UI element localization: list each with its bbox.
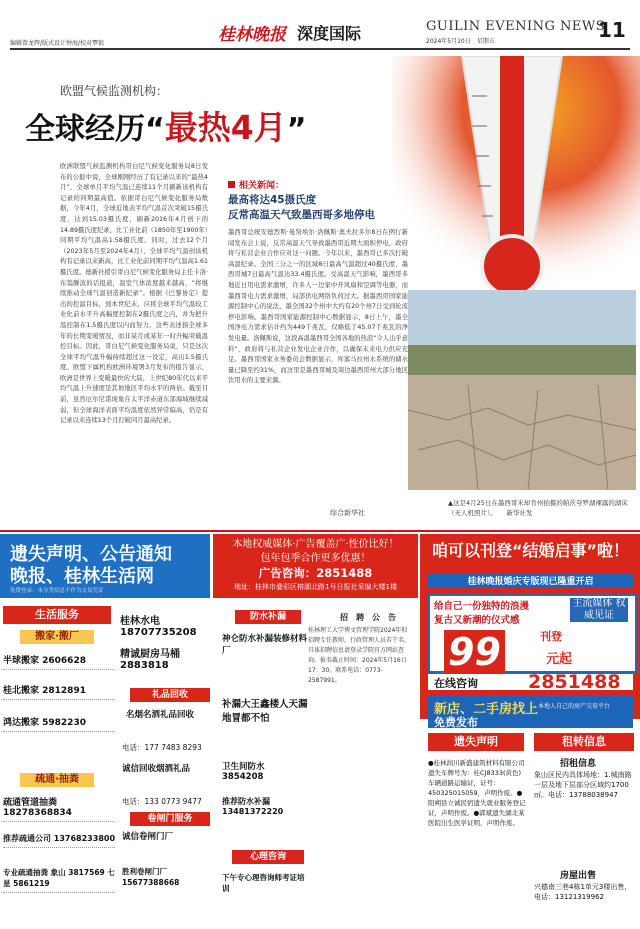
services-heading: 生活服务 [3,606,111,624]
dry-lakebed-photo [408,290,636,490]
rental-title: 招租信息 [560,759,597,769]
recruitment-title: 招 聘 公 告 [340,613,396,622]
wedding-hotline [428,671,633,693]
header-divider [10,48,630,50]
wedding-price: 99 [444,630,505,674]
wine-phone: 电话：133 0773 9477 [122,797,202,806]
wedding-badge: 主流媒体 权威见证 [570,598,628,622]
waterproof-heading: 防水补漏 [235,610,301,624]
waterproof-ad-1: 神仑防水补漏装修材料厂 [222,634,308,656]
rental-text: 象山区民内具体场地：1.城南路一层及地下层部分区域约1700㎡。电话：13788038947 [534,771,632,799]
hotline-label: 在线咨询 [434,677,478,690]
service-item: 专业疏通抽粪 象山 3817569 七星 5861219 [3,864,115,893]
related-title-line-1: 最高将达45摄氏度 [228,194,317,206]
article-column-1: 欧洲联盟气候监测机构哥白尼气候变化服务局8日发布的公报中说，全球刚刚经历了有记录以来的“最热4月”，全球单月平均气温已连续11个月刷新该机构有记录的同期最高值。依据哥白尼气候变化服务局数据，今年4月，全球近地表平均气温首次突破15摄氏度，达到15.03摄氏度，刷新2016年4月创下的14.89摄氏度纪录，比工业化前（1850年至1900年）同期平均气温高1.58摄氏度。同时，过去12个月（2023年5月至2024年4月），全球平均气温创该机构有记录以来新高，比工业化前同期平均气温高1.61摄氏度。德新社援引哥白尼气候变化服务局主任卡洛·布翁滕波的话报道，温室气体浓度越来越高，“将继续推动全球气温创造新纪录”。根据《巴黎协定》提出的控温目标，到本世纪末，应将全球平均气温较工业化前水平升高幅度控制在2摄氏度之内，并为把升温控制在1.5摄氏度以内而努力。这些表述指全球多年的长期变暖情况，而非某月或某年一时升幅突破温控目标。因此，哥白尼气候变化服务局说，只是这次全球平均气温升幅持续超过这一设定，高出1.5摄氏度。欧盟下属机构欧洲环境署3月发布的报告显示，欧洲是世界上变暖最快的大陆，上世纪80年代以来平均气温上升速度是其他地区平均水平的两倍。截至目前，虽然厄尔尼诺现象在太平洋赤道东部海域继续减弱，但全球海洋表面平均温度依然异常偏高，仍是有记录以来连续13个月打破同月最高纪录。 [60,163,208,425]
curtain-heading: 卷闸门服务 [130,812,210,826]
waterproof-ad-4: 推荐防水补漏 13481372220 [222,797,284,816]
issue-date: 2024年5月10日 星期五 [426,38,495,45]
service-item: 疏通管道抽粪 18278368834 [3,792,115,822]
editor-credit: 编辑曾龙辉/版式设计钟海/校对覃银 [10,40,105,47]
related-news-tag: 相关新闻： [228,178,284,191]
page-number: 11 [598,18,626,42]
ad-line-1: 本地权威媒体·广告覆盖广·性价比好！ [232,539,399,550]
article-column-2: 墨西哥总统安德烈斯·曼努埃尔·洛佩斯·奥夫拉多尔8日在例行新闻发布会上说，反常高温天气导致墨西哥近期大面积停电，政府将与私营企业合作应对这一问题。今年以来，墨西哥已多次打破高温纪录。全国三分之一的区域8日最高气温超过40摄氏度，墨西哥城7日最高气温达33.4摄氏度。受高温天气影响，墨西哥多地近日用电需求激增，许多人一边家中开风扇和空调等电器，而墨西哥电力需求激增，局部供电网络负荷过大。据墨西哥国家能源控制中心的说法，墨全国32个州中大约有20个州7日受到轮流停电影响。墨西哥国家能源控制中心数据显示，8日上午，墨全国净电力需求估计约为449千兆瓦，仅略低于45.07千兆瓦的净发电量。洛佩斯说，这段高温墨西哥全国各地的热浪“令人出乎意料”，政府将与私营企业发电企业合作，以确保未来电力供应充足。墨西哥国家水务委员会数据显示，库塞马拉州水系统的储水量已降至约31%，而这里是墨西哥城及周边墨西哥州大部分地区饮用水的主要来源。 [228,229,408,385]
recruitment-text: 桂林理工大学博文管理学院2024年拟招聘专任教师、行政管理人员若干名，具体招聘信息请登录学院官方网站查询。报名截止时间：2024年5月16日17：30。联系电话：0773-2587991。 [308,627,411,684]
ad-address: 地址：桂林市叠彩区榕湖北路1号日报社采编大楼1楼 [234,583,397,591]
new-house-line-2: 免费发布 [434,716,478,729]
waterproof-ad-3: 卫生间防水 3854208 [222,762,265,782]
wedding-ad-bar: 桂林晚报婚庆专版现已隆重开启 [428,574,633,588]
hotline-number: 2851488 [528,671,621,693]
lost-notice-text: ●桂林润川新盛建筑材料有限公司遗失车牌号为：桂CJ8333(黄色)车辆道路运输证，证号：450325015059，声明作废。●阳朔县立诚民宿遗失就业服务登记证，声明作废。●郭斌遗失湖北某医院出生医学证明，声明作废。 [428,759,526,827]
photo-caption: ▲这是4月25日在墨西哥米却肯州拍摄的帕茨夸罗湖裸露的湖床（无人机照片）。 新华社发 [448,499,628,517]
wine-ad: 诚信回收烟酒礼品 [122,764,191,774]
headline-prefix: 全球经历“ [25,112,165,147]
moving-subheading: 搬家·搬厂 [20,630,94,644]
new-house-line-1: 新店、二手房找上 [434,702,539,717]
waterproof-ad-2: 补漏大王鑫楼人天漏地冒都不怕 [222,699,308,724]
notice-banner-line-2: 晚报、桂林生活网 [10,566,154,587]
new-house-ad [428,696,633,728]
wedding-tagline-2: 复古又新潮的仪式感 [434,615,520,626]
headline-suffix: ” [286,112,307,147]
gift-heading: 礼品回收 [130,688,210,702]
new-house-line-3: 本地人自己的房产交易平台 [538,703,611,710]
headline-highlight: 最热4月 [164,108,287,147]
psychology-ad: 下午专心理咨询师考证培训 [222,873,305,893]
headline-kicker: 欧盟气候监测机构： [60,84,169,98]
masthead-logo: 桂林晚报 [218,25,286,45]
plumbing-ad: 桂林水电 18707735208 [120,616,197,638]
service-item: 半球搬家 2606628 [3,650,115,670]
curtain-phone: 胜利卷闸门厂 15677388668 [122,867,180,887]
related-title-line-2: 反常高温天气致墨西哥多地停电 [228,209,375,221]
english-masthead: GUILIN EVENING NEWS [426,19,606,34]
section-title: 深度国际 [297,24,362,43]
notice-banner-line-1: 遗失声明、公告通知 [10,544,172,565]
kitchen-ad: 精诚厨房马桶 2883818 [120,649,180,671]
curtain-ad: 诚信卷闸门厂 [122,832,174,842]
photo-image [408,290,636,490]
psychology-heading: 心理咨询 [232,850,304,864]
house-sale-text: 兴德南三巷4栋1单元3楼出售，电话：13121319962 [534,883,632,901]
wedding-tagline-1: 给自己一份独特的浪漫 [434,601,530,612]
drain-subheading: 疏通·抽粪 [20,773,94,787]
wedding-price-unit: 元起 [546,652,573,667]
ad-phone: 广告咨询：2851488 [258,566,373,580]
lost-notice-heading: 遗失声明 [428,733,524,751]
gift-item: 名烟名酒礼品回收 [126,710,195,720]
gift-phone: 电话：177 7483 8293 [122,743,202,752]
notice-banner [0,534,210,598]
rental-heading: 租转信息 [534,733,634,751]
advertising-banner [213,534,418,598]
ad-line-2: 包年包季合作更多优惠！ [260,553,371,564]
wedding-price-label: 刊登 [540,630,562,643]
article-credit: 综合新华社 [330,509,365,517]
service-item: 桂北搬家 2812891 [3,680,115,700]
house-sale-title: 房屋出售 [560,871,597,881]
wedding-ad-title: 咱可以刊登“结婚启事”啦！ [431,541,630,560]
related-news-title [228,193,428,223]
service-item: 推荐疏通公司 13768233800 [3,830,115,848]
service-item: 鸿达搬家 5982230 [3,712,115,732]
notice-banner-note: 免费登录：本分类信息不作为交易凭证 [10,588,104,594]
headline [25,102,306,149]
